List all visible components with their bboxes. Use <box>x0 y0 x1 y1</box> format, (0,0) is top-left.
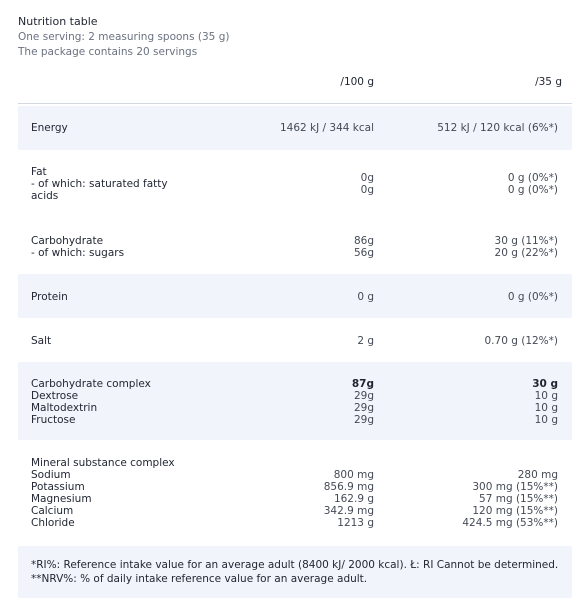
row-sublabel: Chloride <box>31 517 75 529</box>
value-per-serving: 10 g <box>534 414 558 426</box>
row-label: Carbohydrate complex <box>31 378 151 390</box>
value-per-serving: 280 mg <box>517 469 558 481</box>
value-per-100g: 87g <box>351 378 374 390</box>
footnote-ri: *RI%: Reference intake value for an average adult (8400 kJ/ 2000 kcal). Ł: RI Cannot be determined. <box>31 559 559 571</box>
value-per-100g: 800 mg <box>333 469 374 481</box>
row-sublabel: Sodium <box>31 469 71 481</box>
value-per-100g: 2 g <box>357 335 374 347</box>
value-per-100g: 1213 g <box>337 517 374 529</box>
value-per-100g: 29g <box>353 402 374 414</box>
value-per-serving: 57 mg (15%**) <box>479 493 558 505</box>
value-per-100g: 0g <box>360 172 374 184</box>
value-per-serving: 30 g <box>532 378 558 390</box>
footnotes <box>18 546 572 598</box>
value-per-100g: 0 g <box>357 291 374 303</box>
value-per-100g: 856.9 mg <box>323 481 374 493</box>
row-sublabel: acids <box>31 190 59 202</box>
value-per-100g: 29g <box>353 414 374 426</box>
value-per-serving: 10 g <box>534 390 558 402</box>
row-label: Protein <box>31 291 68 303</box>
header-divider <box>18 103 572 104</box>
footnote-nrv: **NRV%: % of daily intake reference value for an average adult. <box>31 573 368 585</box>
table-title: Nutrition table <box>18 15 98 28</box>
row-sublabel: Potassium <box>31 481 85 493</box>
value-per-serving: 512 kJ / 120 kcal (6%*) <box>437 122 558 134</box>
row-label: Carbohydrate <box>31 235 104 247</box>
column-header-per-100g: /100 g <box>340 76 374 88</box>
value-per-100g: 86g <box>353 235 374 247</box>
value-per-100g: 29g <box>353 390 374 402</box>
row-label: Mineral substance complex <box>31 457 175 469</box>
value-per-100g: 56g <box>353 247 374 259</box>
row-label: Salt <box>31 335 52 347</box>
row-label: Fat <box>31 166 47 178</box>
value-per-serving: 0 g (0%*) <box>507 184 558 196</box>
row-label: Energy <box>31 122 68 134</box>
row-sublabel: Magnesium <box>31 493 92 505</box>
serving-info: One serving: 2 measuring spoons (35 g) <box>18 31 230 43</box>
value-per-100g: 342.9 mg <box>323 505 374 517</box>
value-per-serving: 300 mg (15%**) <box>472 481 558 493</box>
value-per-100g: 162.9 g <box>333 493 374 505</box>
value-per-serving: 10 g <box>534 402 558 414</box>
value-per-100g: 1462 kJ / 344 kcal <box>279 122 374 134</box>
column-header-per-serving: /35 g <box>535 76 562 88</box>
value-per-serving: 20 g (22%*) <box>494 247 558 259</box>
band-protein <box>18 274 572 318</box>
value-per-serving: 30 g (11%*) <box>494 235 558 247</box>
value-per-100g: 0g <box>360 184 374 196</box>
value-per-serving: 0 g (0%*) <box>507 172 558 184</box>
value-per-serving: 0 g (0%*) <box>507 291 558 303</box>
value-per-serving: 120 mg (15%**) <box>472 505 558 517</box>
row-sublabel: - of which: saturated fatty <box>31 178 168 190</box>
value-per-serving: 424.5 mg (53%**) <box>462 517 558 529</box>
row-sublabel: Maltodextrin <box>31 402 98 414</box>
row-sublabel: - of which: sugars <box>31 247 125 259</box>
row-sublabel: Fructose <box>31 414 76 426</box>
row-sublabel: Dextrose <box>31 390 79 402</box>
row-sublabel: Calcium <box>31 505 74 517</box>
intro-block <box>18 14 229 60</box>
value-per-serving: 0.70 g (12%*) <box>484 335 558 347</box>
package-info: The package contains 20 servings <box>18 46 198 58</box>
